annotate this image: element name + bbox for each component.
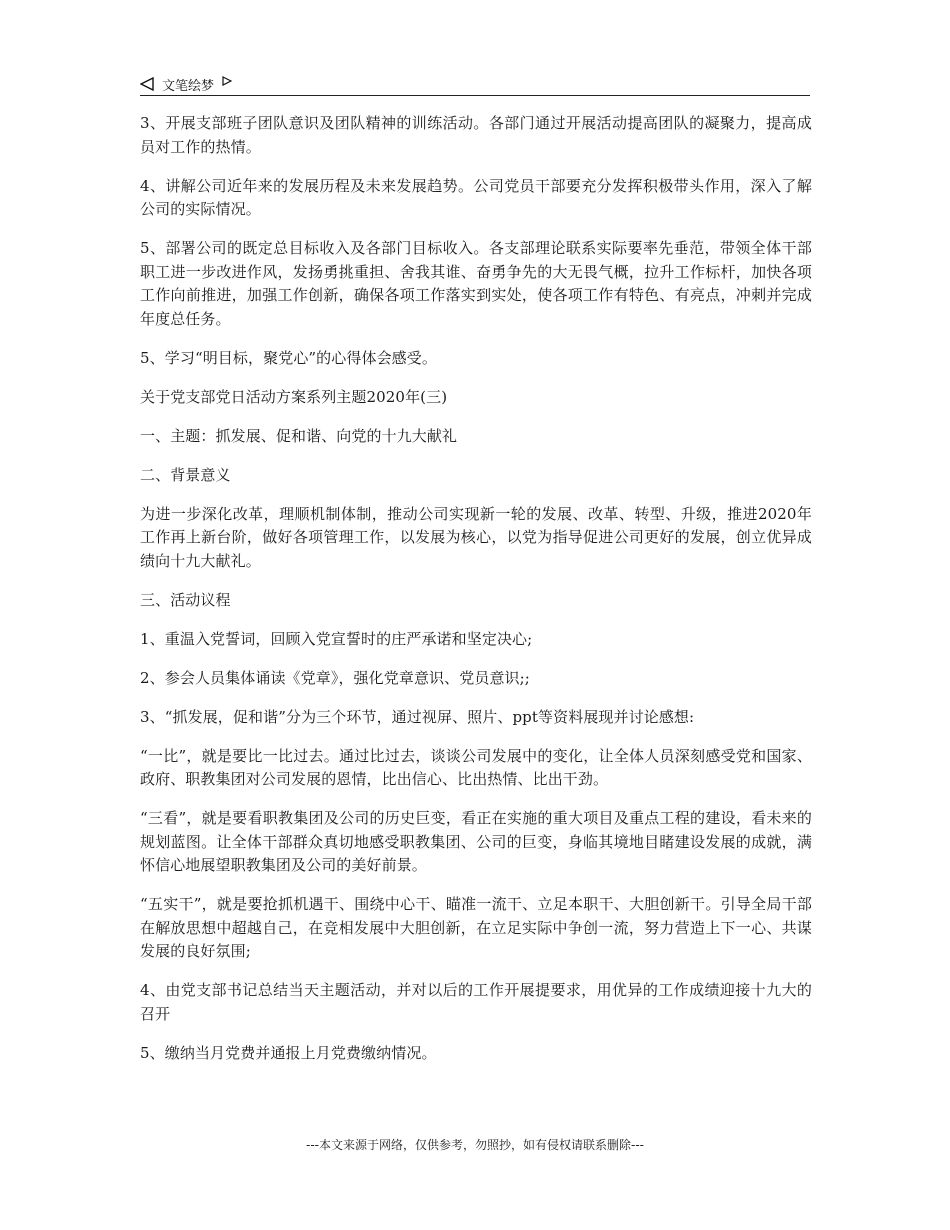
paragraph: 4、讲解公司近年来的发展历程及未来发展趋势。公司党员干部要充分发挥积极带头作用，深入了解公司的实际情况。 — [140, 176, 812, 218]
list-item: 2、参会人员集体诵读《党章》，强化党章意识、党员意识;; — [140, 668, 530, 687]
paragraph: 5、部署公司的既定总目标收入及各部门目标收入。各支部理论联系实际要率先垂范，带领全体干部职工进一步改进作风，发扬勇挑重担、舍我其谁、奋勇争先的大无畏气概，拉升工作标杆，加快各项工作向前推进，加强工作创新，确保各项工作落实到实处，使各项工作有特色、有亮点，冲刺并完成年度总任务。 — [140, 239, 812, 328]
section-heading: 三、活动议程 — [140, 590, 231, 609]
paragraph: 为进一步深化改革，理顺机制体制，推动公司实现新一轮的发展、改革、转型、升级，推进2020年工作再上新台阶，做好各项管理工作，以发展为核心，以党为指导促进公司更好的发展，创立优异成绩向十九大献礼。 — [140, 504, 812, 570]
document-body — [140, 112, 812, 1081]
header-divider — [140, 95, 810, 96]
section-heading: 二、背景意义 — [140, 465, 231, 484]
section-heading: 一、主题：抓发展、促和谐、向党的十九大献礼 — [140, 426, 458, 445]
footer-disclaimer: ---本文来源于网络，仅供参考，勿照抄，如有侵权请联系删除--- — [306, 1138, 644, 1152]
list-item: 4、由党支部书记总结当天主题活动，并对以后的工作开展提要求，用优异的工作成绩迎接十九大的召开 — [140, 981, 812, 1023]
paragraph: 5、学习“明目标，聚党心”的心得体会感受。 — [140, 348, 437, 367]
triangle-right-icon — [222, 76, 232, 86]
list-item: 3、“抓发展，促和谐”分为三个环节，通过视屏、照片、ppt等资料展现并讨论感想: — [140, 707, 695, 726]
paragraph: 3、开展支部班子团队意识及团队精神的训练活动。各部门通过开展活动提高团队的凝聚力，提高成员对工作的热情。 — [140, 114, 812, 156]
paragraph: “一比”，就是要比一比过去。通过比过去，谈谈公司发展中的变化，让全体人员深刻感受党和国家、政府、职教集团对公司发展的恩情，比出信心、比出热情、比出干劲。 — [140, 746, 812, 788]
brand-name: 文笔绘梦 — [162, 78, 215, 94]
list-item: 1、重温入党誓词，回顾入党宣誓时的庄严承诺和坚定决心; — [140, 629, 533, 648]
paragraph: “五实干”，就是要抢抓机遇干、围绕中心干、瞄准一流干、立足本职干、大胆创新干。引导全局干部在解放思想中超越自己，在竞相发展中大胆创新，在立足实际中争创一流，努力营造上下一心、共谋发展的良好氛围; — [140, 895, 812, 960]
triangle-left-icon — [140, 77, 154, 91]
list-item: 5、缴纳当月党费并通报上月党费缴纳情况。 — [140, 1043, 437, 1062]
paragraph: “三看”，就是要看职教集团及公司的历史巨变，看正在实施的重大项目及重点工程的建设，看未来的规划蓝图。让全体干部群众真切地感受职教集团、公司的巨变，身临其境地目睹建设发展的成就，满怀信心地展望职教集团及公司的美好前景。 — [140, 809, 812, 874]
section-title: 关于党支部党日活动方案系列主题2020年(三) — [140, 387, 448, 406]
page-header — [140, 72, 810, 96]
